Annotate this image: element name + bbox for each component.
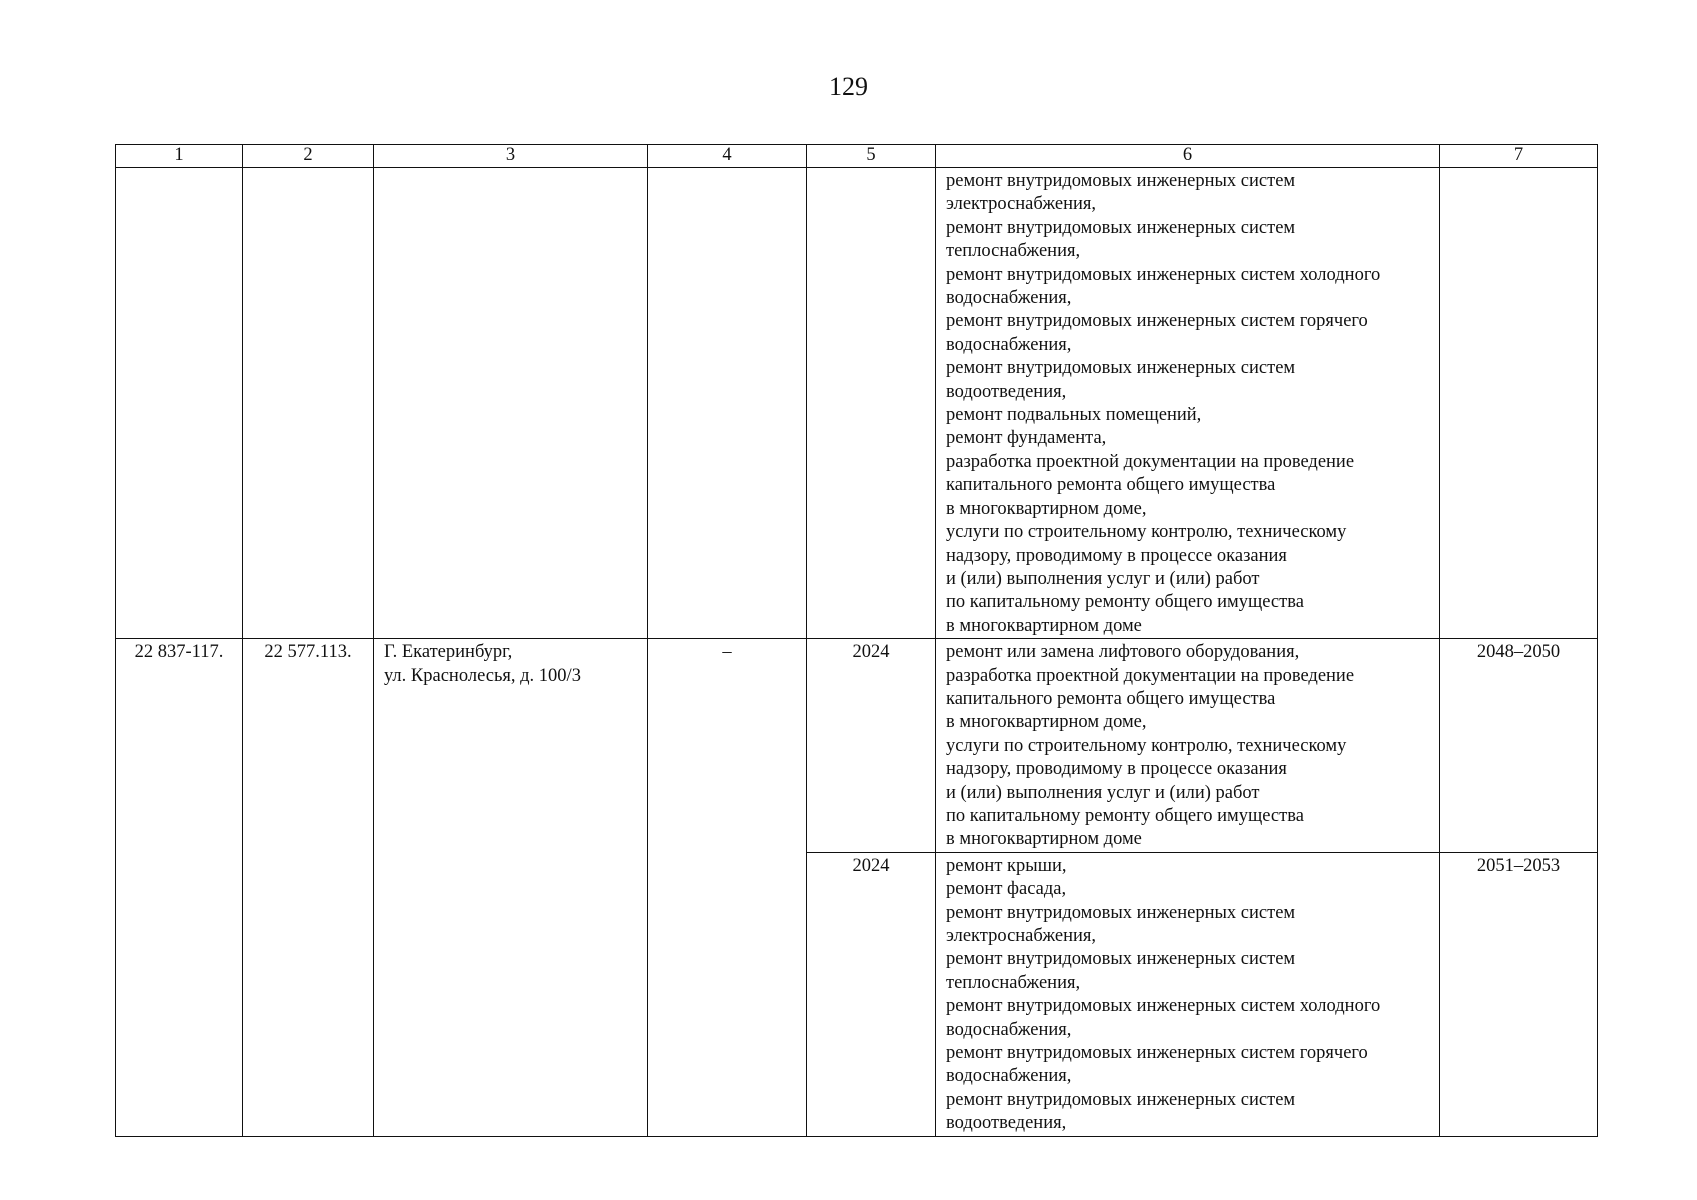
work-item: водоснабжения, — [946, 288, 1072, 309]
col4-value: – — [722, 642, 732, 663]
work-item: водоотведения, — [946, 1113, 1067, 1134]
work-item: ремонт фундамента, — [946, 428, 1107, 449]
address-cell — [374, 639, 648, 1137]
works-cell — [936, 852, 1440, 1136]
numbers-cell — [1440, 852, 1598, 1136]
col-header-7: 7 — [1440, 145, 1598, 168]
work-list — [936, 639, 1439, 852]
work-item: надзору, проводимому в процессе оказания — [946, 545, 1287, 566]
work-item: электроснабжения, — [946, 194, 1097, 215]
year: 2024 — [852, 642, 890, 663]
work-item: ремонт внутридомовых инженерных систем горячего — [946, 311, 1368, 332]
page-number: 129 — [829, 72, 868, 101]
continuation-cell-1 — [116, 168, 243, 639]
year-cell — [807, 852, 936, 1136]
col4-cell — [648, 639, 807, 1137]
work-item: и (или) выполнения услуг и (или) работ — [946, 568, 1260, 589]
house-number: 22 577.113. — [264, 642, 352, 663]
work-item: водоснабжения, — [946, 334, 1072, 355]
col-header-4: 4 — [648, 145, 807, 168]
work-item: ремонт внутридомовых инженерных систем холодного — [946, 264, 1381, 285]
work-item: по капитальному ремонту общего имущества — [946, 805, 1304, 826]
work-item: ремонт внутридомовых инженерных систем холодного — [946, 996, 1381, 1017]
work-item: надзору, проводимому в процессе оказания — [946, 759, 1287, 780]
col-header-3: 3 — [374, 145, 648, 168]
work-item: ремонт внутридомовых инженерных систем — [946, 1089, 1296, 1110]
col-header-2: 2 — [243, 145, 374, 168]
work-item: в многоквартирном доме — [946, 829, 1142, 850]
continuation-cell-4 — [648, 168, 807, 639]
year-cell — [807, 639, 936, 853]
work-item: и (или) выполнения услуг и (или) работ — [946, 782, 1260, 803]
work-item: в многоквартирном доме — [946, 615, 1142, 636]
work-item: ремонт внутридомовых инженерных систем горячего — [946, 1043, 1368, 1064]
header-row — [116, 145, 1598, 168]
work-item: электроснабжения, — [946, 926, 1097, 946]
work-item: водоснабжения, — [946, 1066, 1072, 1087]
work-item: водоснабжения, — [946, 1019, 1072, 1040]
work-item: разработка проектной документации на проведение — [946, 665, 1355, 686]
work-item: теплоснабжения, — [946, 972, 1081, 993]
work-item: по капитальному ремонту общего имущества — [946, 592, 1304, 613]
table-row — [116, 639, 1598, 853]
continuation-works-cell — [936, 168, 1440, 639]
continuation-cell-3 — [374, 168, 648, 639]
work-item: ремонт фасада, — [946, 879, 1067, 900]
numbers: 2051–2053 — [1476, 855, 1561, 876]
col-header-5: 5 — [807, 145, 936, 168]
work-item: ремонт внутридомовых инженерных систем — [946, 217, 1296, 238]
work-item: ремонт или замена лифтового оборудования, — [946, 642, 1300, 663]
work-item: ремонт внутридомовых инженерных систем — [946, 171, 1296, 191]
work-item: теплоснабжения, — [946, 241, 1081, 262]
numbers-cell — [1440, 639, 1598, 853]
continuation-cell-7 — [1440, 168, 1598, 639]
address — [374, 639, 647, 688]
works-cell — [936, 639, 1440, 853]
year: 2024 — [852, 855, 890, 876]
record-number-cell — [116, 639, 243, 1137]
work-item: в многоквартирном доме, — [946, 498, 1147, 519]
work-item: ремонт подвальных помещений, — [946, 405, 1202, 426]
continuation-cell-2 — [243, 168, 374, 639]
house-number-cell — [243, 639, 374, 1137]
work-item: капитального ремонта общего имущества — [946, 688, 1276, 709]
program-table — [115, 144, 1598, 1137]
record-number: 22 837-117. — [134, 642, 224, 663]
work-item: ремонт внутридомовых инженерных систем — [946, 358, 1296, 379]
numbers: 2048–2050 — [1476, 642, 1561, 663]
address-street: ул. Краснолесья, д. 100/3 — [384, 665, 581, 686]
work-item: услуги по строительному контролю, техническому — [946, 522, 1347, 543]
work-item: ремонт внутридомовых инженерных систем — [946, 902, 1296, 923]
work-item: разработка проектной документации на проведение — [946, 451, 1355, 472]
work-item: услуги по строительному контролю, техническому — [946, 735, 1347, 756]
address-city: Г. Екатеринбург, — [384, 642, 513, 663]
work-item: капитального ремонта общего имущества — [946, 475, 1276, 496]
continuation-cell-5 — [807, 168, 936, 639]
work-item: в многоквартирном доме, — [946, 712, 1147, 733]
work-item: ремонт внутридомовых инженерных систем — [946, 949, 1296, 970]
table-row-continuation — [116, 168, 1598, 639]
col-header-1: 1 — [116, 145, 243, 168]
work-item: ремонт крыши, — [946, 855, 1067, 876]
work-list — [936, 853, 1439, 1136]
col-header-6: 6 — [936, 145, 1440, 168]
work-list — [936, 168, 1439, 638]
work-item: водоотведения, — [946, 381, 1067, 402]
